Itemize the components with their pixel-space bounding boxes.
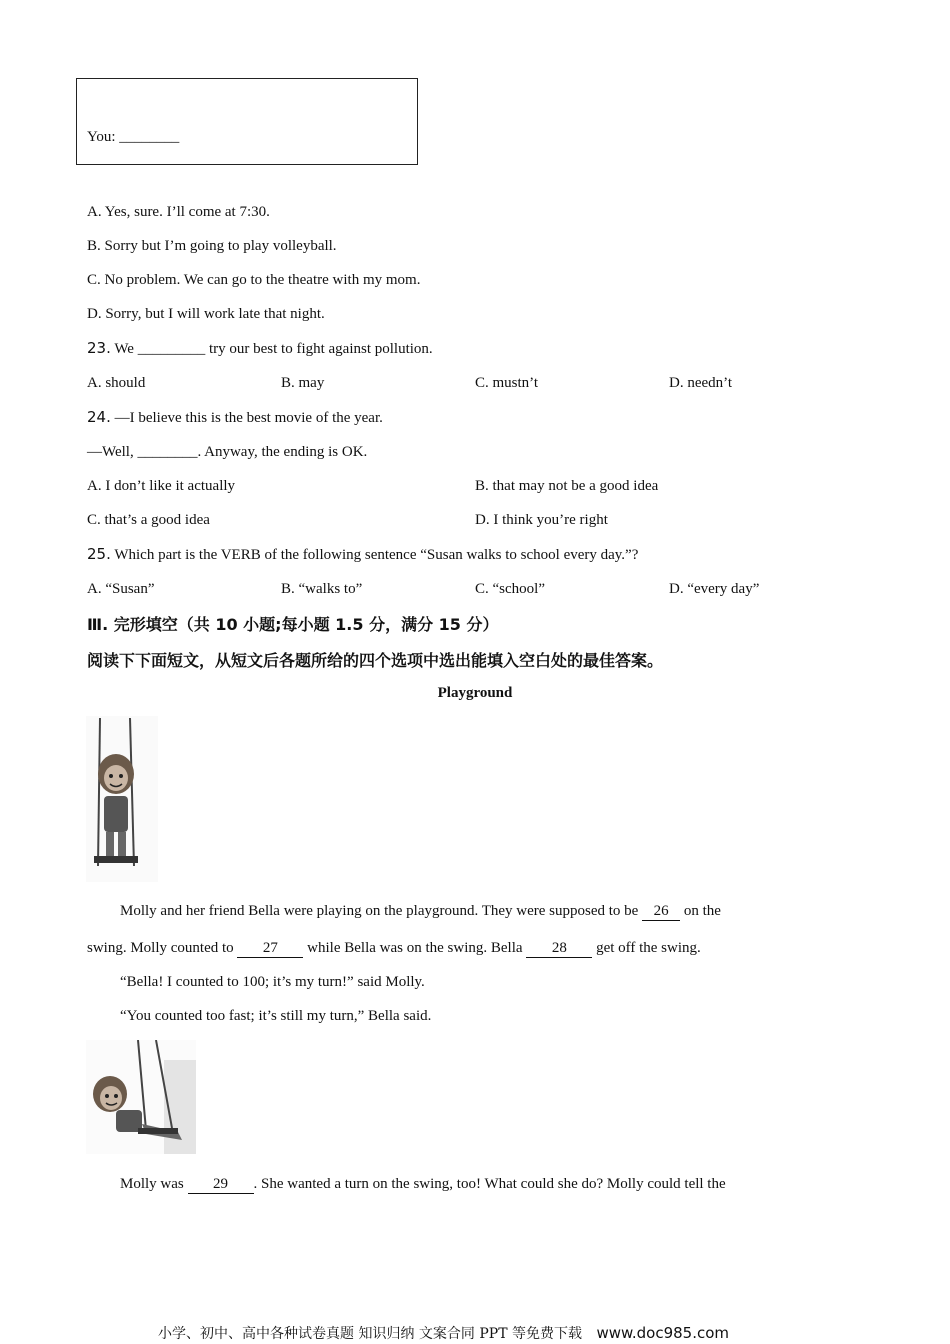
q24-stem: [87, 407, 383, 428]
q24-option-c: C. that’s a good idea: [87, 512, 210, 528]
blank-28: 28: [526, 940, 592, 958]
passage-p2: “Bella! I counted to 100; it’s my turn!” said Molly.: [120, 974, 425, 990]
you-line: You: ________: [87, 129, 180, 145]
passage-p1-a: Molly and her friend Bella were playing on the playground. They were supposed to be: [120, 903, 639, 919]
q25-stem: [87, 544, 638, 565]
blank-26: 26: [642, 903, 680, 921]
q25-option-d: D. “every day”: [669, 581, 760, 597]
girl-swinging-illustration: [86, 1040, 196, 1154]
q22-option-a: A. Yes, sure. I’ll come at 7:30.: [87, 204, 270, 220]
q24-number: 24.: [87, 408, 111, 426]
footer-text: 小学、初中、高中各种试卷真题 知识归纳 文案合同 PPT 等免费下载: [158, 1326, 582, 1342]
q24-option-d: D. I think you’re right: [475, 512, 608, 528]
q25-option-a: A. “Susan”: [87, 581, 155, 597]
q24-option-a: A. I don’t like it actually: [87, 478, 236, 494]
passage-p3: “You counted too fast; it’s still my turn,” Bella said.: [120, 1008, 432, 1024]
q22-option-d: D. Sorry, but I will work late that night.: [87, 306, 325, 322]
q22-option-c: C. No problem. We can go to the theatre with my mom.: [87, 272, 421, 288]
passage-p4-b: . She wanted a turn on the swing, too! What could she do? Molly could tell the: [253, 1176, 726, 1192]
passage-p1-c: swing. Molly counted to: [87, 940, 234, 956]
footer-url[interactable]: www.doc985.com: [596, 1324, 730, 1342]
q22-option-b: B. Sorry but I’m going to play volleyball.: [87, 238, 337, 254]
q25-number: 25.: [87, 545, 111, 563]
q23-stem: [87, 338, 433, 359]
q25-option-b: B. “walks to”: [281, 581, 363, 597]
q23-option-c: C. mustn’t: [475, 375, 539, 391]
blank-29: 29: [188, 1176, 254, 1194]
passage-p4: [120, 1174, 726, 1194]
q24-line1: —I believe this is the best movie of the year.: [114, 410, 383, 426]
q23-option-d: D. needn’t: [669, 375, 733, 391]
passage-p1-b: on the: [683, 903, 721, 919]
passage-title: Playground: [437, 685, 513, 701]
q24-line2: —Well, ________. Anyway, the ending is OK.: [87, 444, 368, 460]
section-heading: Ⅲ. 完形填空（共 10 小题;每小题 1.5 分，满分 15 分）: [87, 615, 499, 634]
q24-option-b: B. that may not be a good idea: [475, 478, 659, 494]
footer: [158, 1323, 729, 1343]
answer-box: [76, 78, 418, 165]
passage-p1-e: get off the swing.: [596, 940, 701, 956]
section-instruction: 阅读下下面短文，从短文后各题所给的四个选项中选出能填入空白处的最佳答案。: [87, 651, 664, 670]
blank-27: 27: [237, 940, 303, 958]
q23-option-a: A. should: [87, 375, 146, 391]
passage-p1-d: while Bella was on the swing. Bella: [307, 940, 523, 956]
passage-p1-line1: [120, 901, 721, 921]
girl-on-swing-illustration: [86, 716, 158, 882]
passage-p4-a: Molly was: [120, 1176, 184, 1192]
q25-option-c: C. “school”: [475, 581, 545, 597]
q23-number: 23.: [87, 339, 111, 357]
passage-p1-line2: [87, 938, 701, 958]
q25-text: Which part is the VERB of the following sentence “Susan walks to school every day.”?: [114, 547, 639, 563]
q23-option-b: B. may: [281, 375, 325, 391]
q23-text: We _________ try our best to fight against pollution.: [114, 341, 433, 357]
